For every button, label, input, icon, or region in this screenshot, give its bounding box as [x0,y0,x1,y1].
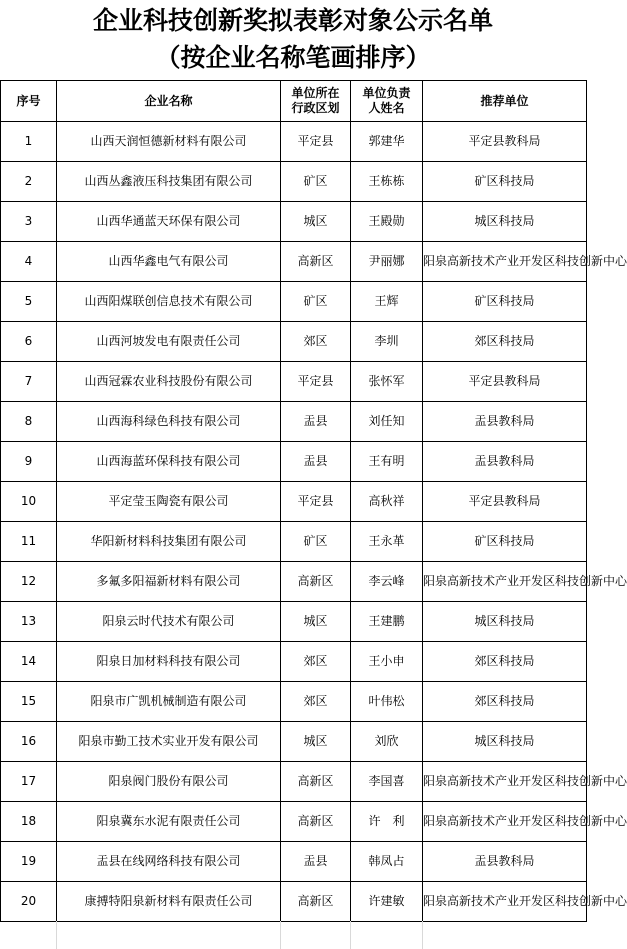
table-row [1,322,587,362]
cell-no: 20 [1,882,57,922]
cell-leader: 王殿勋 [351,202,423,242]
cell-no: 1 [1,122,57,162]
cell-leader: 郭建华 [351,122,423,162]
cell-leader: 张怀军 [351,362,423,402]
cell-district: 高新区 [281,562,351,602]
table-row [1,602,587,642]
table-row [1,362,587,402]
cell-no: 7 [1,362,57,402]
cell-recommender: 郊区科技局 [423,682,587,722]
cell-leader: 王栋栋 [351,162,423,202]
cell-district: 郊区 [281,322,351,362]
cell-company: 阳泉云时代技术有限公司 [57,602,281,642]
cell-district: 郊区 [281,642,351,682]
cell-district: 平定县 [281,482,351,522]
table-row [1,842,587,882]
cell-no: 19 [1,842,57,882]
cell-company: 多氟多阳福新材料有限公司 [57,562,281,602]
table-body [1,122,627,922]
table-row [1,882,587,922]
col-header-no: 序号 [1,81,57,122]
col-header-company: 企业名称 [57,81,281,122]
cell-recommender: 盂县教科局 [423,442,587,482]
cell-company: 华阳新材料科技集团有限公司 [57,522,281,562]
table-row [1,802,587,842]
cell-no: 11 [1,522,57,562]
cell-recommender: 平定县教科局 [423,122,587,162]
cell-no: 3 [1,202,57,242]
cell-no: 18 [1,802,57,842]
cell-district: 郊区 [281,682,351,722]
table-row [1,522,587,562]
cell-district: 矿区 [281,522,351,562]
cell-no: 2 [1,162,57,202]
cell-company: 山西华鑫电气有限公司 [57,242,281,282]
table-row [1,722,587,762]
col-header-recommender: 推荐单位 [423,81,587,122]
table-header-row [1,81,587,122]
cell-no: 13 [1,602,57,642]
table-row [1,282,587,322]
cell-no: 16 [1,722,57,762]
cell-leader: 王辉 [351,282,423,322]
cell-district: 城区 [281,602,351,642]
table-row [1,162,587,202]
cell-district: 高新区 [281,242,351,282]
cell-recommender: 阳泉高新技术产业开发区科技创新中心 [423,882,587,922]
table-row [1,442,587,482]
cell-leader: 王有明 [351,442,423,482]
cell-recommender: 平定县教科局 [423,362,587,402]
table-row [1,122,587,162]
cell-company: 山西丛鑫液压科技集团有限公司 [57,162,281,202]
cell-recommender: 矿区科技局 [423,522,587,562]
cell-company: 山西冠霖农业科技股份有限公司 [57,362,281,402]
cell-company: 山西海蓝环保科技有限公司 [57,442,281,482]
cell-recommender: 阳泉高新技术产业开发区科技创新中心 [423,562,587,602]
cell-company: 山西海科绿色科技有限公司 [57,402,281,442]
table-row [1,482,587,522]
cell-recommender: 郊区科技局 [423,642,587,682]
cell-recommender: 矿区科技局 [423,282,587,322]
cell-no: 14 [1,642,57,682]
cell-leader: 王永革 [351,522,423,562]
cell-recommender: 阳泉高新技术产业开发区科技创新中心 [423,242,587,282]
cell-district: 平定县 [281,122,351,162]
col-header-leader: 单位负责人姓名 [351,81,423,122]
cell-leader: 叶伟松 [351,682,423,722]
cell-company: 盂县在线网络科技有限公司 [57,842,281,882]
cell-district: 盂县 [281,402,351,442]
cell-recommender: 阳泉高新技术产业开发区科技创新中心 [423,762,587,802]
table-row [1,242,587,282]
cell-company: 平定莹玉陶瓷有限公司 [57,482,281,522]
cell-company: 阳泉市广凯机械制造有限公司 [57,682,281,722]
cell-no: 9 [1,442,57,482]
page-subtitle: （按企业名称笔画排序） [155,43,431,72]
cell-leader: 高秋祥 [351,482,423,522]
col-header-district: 单位所在行政区划 [281,81,351,122]
cell-district: 高新区 [281,802,351,842]
cell-company: 山西天润恒德新材料有限公司 [57,122,281,162]
cell-no: 15 [1,682,57,722]
table-row [1,402,587,442]
cell-recommender: 城区科技局 [423,722,587,762]
cell-no: 6 [1,322,57,362]
cell-company: 山西华通蓝天环保有限公司 [57,202,281,242]
cell-company: 阳泉日加材料科技有限公司 [57,642,281,682]
cell-company: 康搏特阳泉新材料有限责任公司 [57,882,281,922]
cell-recommender: 城区科技局 [423,202,587,242]
cell-recommender: 矿区科技局 [423,162,587,202]
cell-leader: 刘欣 [351,722,423,762]
cell-district: 盂县 [281,842,351,882]
cell-district: 高新区 [281,762,351,802]
cell-company: 阳泉冀东水泥有限责任公司 [57,802,281,842]
cell-recommender: 盂县教科局 [423,402,587,442]
cell-district: 盂县 [281,442,351,482]
cell-no: 4 [1,242,57,282]
cell-recommender: 郊区科技局 [423,322,587,362]
cell-no: 8 [1,402,57,442]
cell-district: 矿区 [281,162,351,202]
cell-leader: 李国喜 [351,762,423,802]
cell-leader: 王小申 [351,642,423,682]
cell-recommender: 城区科技局 [423,602,587,642]
page-title: 企业科技创新奖拟表彰对象公示名单 [92,6,493,35]
table-row [1,762,587,802]
cell-no: 12 [1,562,57,602]
cell-district: 高新区 [281,882,351,922]
cell-leader: 刘任知 [351,402,423,442]
cell-leader: 李云峰 [351,562,423,602]
table-row [1,642,587,682]
table-row [1,202,587,242]
cell-no: 5 [1,282,57,322]
cell-no: 10 [1,482,57,522]
cell-leader: 李圳 [351,322,423,362]
cell-leader: 王建鹏 [351,602,423,642]
cell-leader: 许建敏 [351,882,423,922]
cell-leader: 韩凤占 [351,842,423,882]
cell-district: 矿区 [281,282,351,322]
cell-recommender: 平定县教科局 [423,482,587,522]
table-row [1,562,587,602]
cell-leader: 许 利 [351,802,423,842]
cell-district: 城区 [281,202,351,242]
cell-leader: 尹丽娜 [351,242,423,282]
cell-recommender: 阳泉高新技术产业开发区科技创新中心 [423,802,587,842]
award-list-table [0,80,627,922]
cell-district: 城区 [281,722,351,762]
cell-company: 阳泉市勤工技术实业开发有限公司 [57,722,281,762]
cell-no: 17 [1,762,57,802]
table-row [1,682,587,722]
sheet-gridlines [0,921,586,949]
cell-company: 山西河坡发电有限责任公司 [57,322,281,362]
cell-recommender: 盂县教科局 [423,842,587,882]
cell-company: 阳泉阀门股份有限公司 [57,762,281,802]
cell-district: 平定县 [281,362,351,402]
cell-company: 山西阳煤联创信息技术有限公司 [57,282,281,322]
